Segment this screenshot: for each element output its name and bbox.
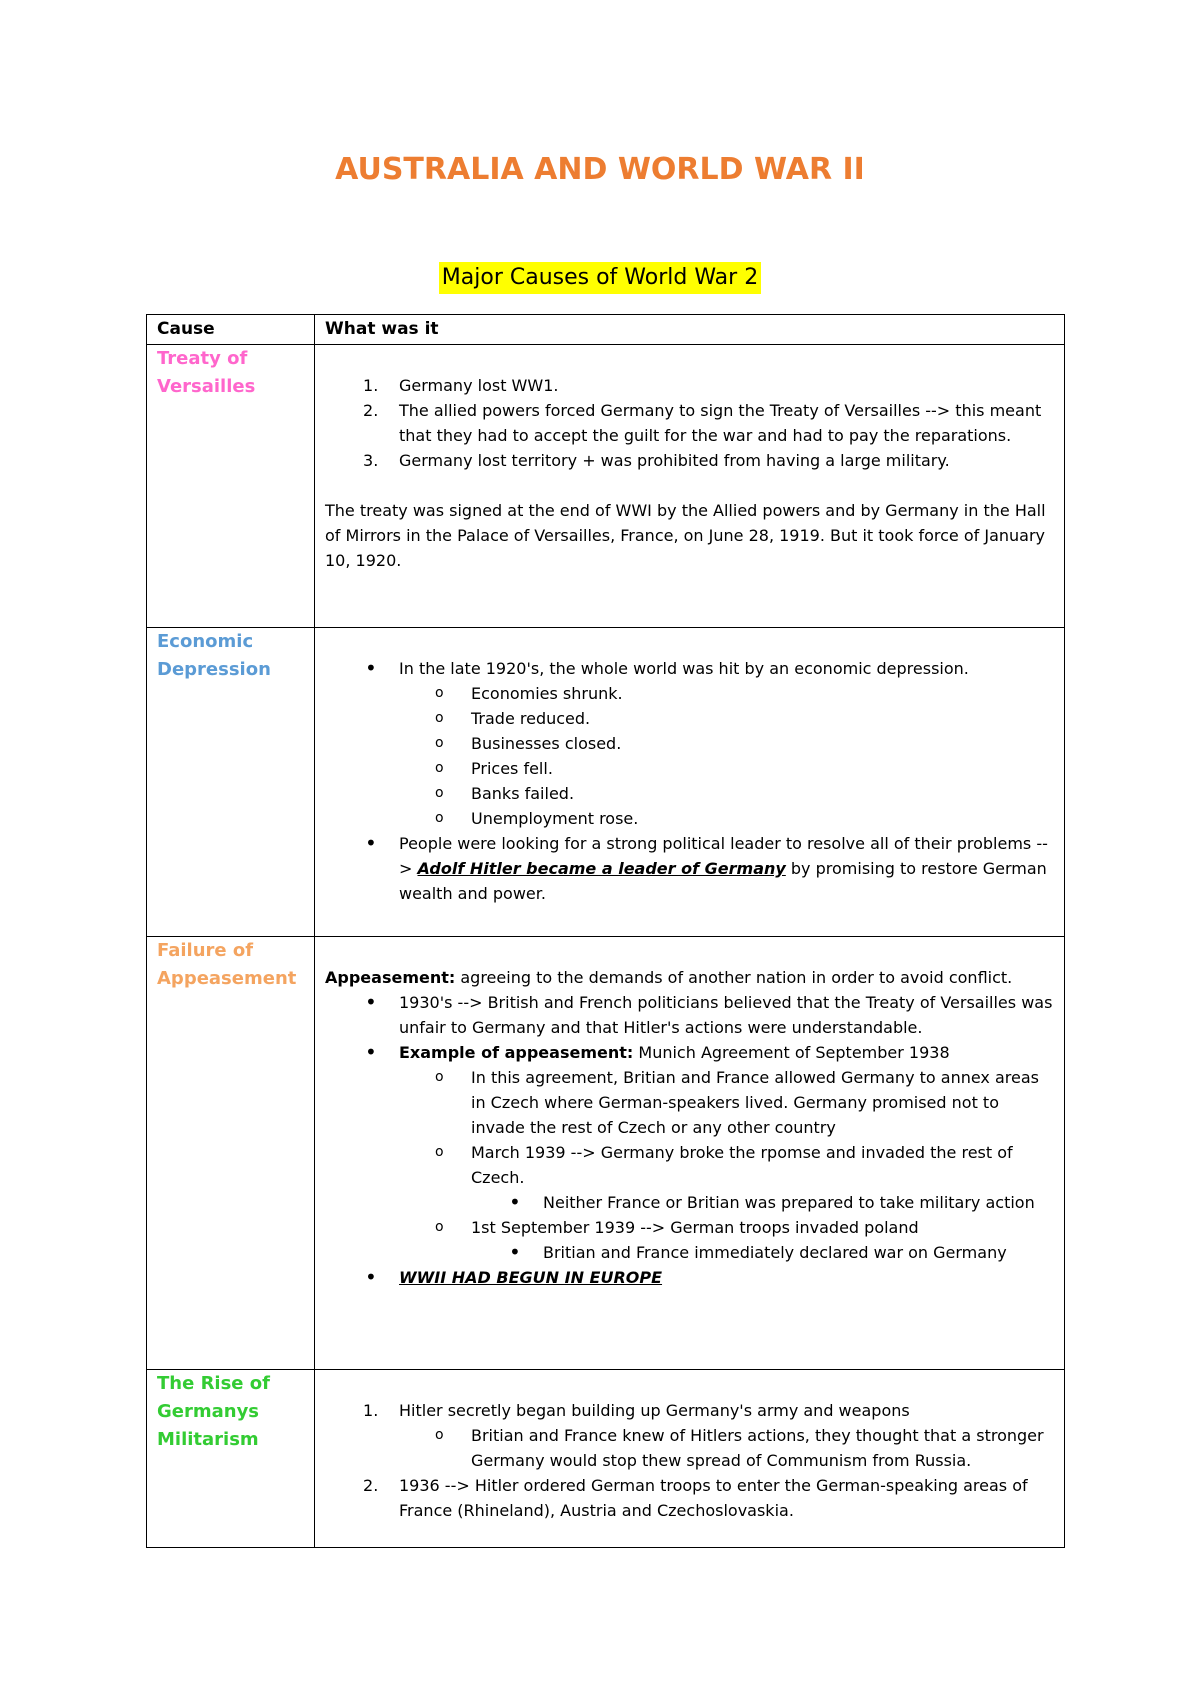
header-cause: Cause (147, 315, 315, 345)
appeasement-sublist (399, 1065, 1054, 1265)
economic-bullet2-post: by promising to restore German wealth and power. (399, 859, 1047, 903)
content-economic (315, 628, 1065, 937)
appeasement-def-text: agreeing to the demands of another nation in order to avoid conflict. (455, 968, 1013, 987)
appeasement-subsublist (471, 1240, 1054, 1265)
list-item (325, 1265, 1054, 1290)
list-item (325, 1040, 1054, 1265)
economic-bullet2-pre: People were looking for a strong political leader to resolve all of their problems --> (399, 834, 1048, 878)
table-row (147, 1370, 1065, 1548)
cause-appeasement: Failure of Appeasement (147, 937, 315, 1370)
header-row (147, 315, 1065, 345)
content-treaty (315, 345, 1065, 628)
appeasement-subsublist (471, 1190, 1054, 1215)
list-item: o In this agreement, Britian and France allowed Germany to annex areas in Czech where German-speakers lived. Germany promised not to invade the rest of Czech or any other country (325, 1065, 1054, 1140)
appeasement-sub3: 1st September 1939 --> German troops invaded poland (471, 1218, 919, 1237)
list-item: o Unemployment rose. (325, 806, 1054, 831)
treaty-list (325, 373, 1054, 473)
economic-bullet1: In the late 1920's, the whole world was hit by an economic depression. (399, 659, 969, 678)
list-item: The allied powers forced Germany to sign the Treaty of Versailles --> this meant that they had to accept the guilt for the war and had to pay the reparations. (399, 401, 1042, 445)
list-item: 1936 --> Hitler ordered German troops to enter the German-speaking areas of France (Rhineland), Austria and Czechoslovaskia. (399, 1476, 1028, 1520)
list-item: • Britian and France immediately declared war on Germany (325, 1240, 1054, 1265)
militarism-sublist (399, 1423, 1054, 1473)
appeasement-definition (325, 965, 1054, 990)
list-item (325, 656, 1054, 831)
content-appeasement (315, 937, 1065, 1370)
list-item: o Prices fell. (325, 756, 1054, 781)
content-militarism (315, 1370, 1065, 1548)
list-item: • 1930's --> British and French politicians believed that the Treaty of Versailles was unfair to Germany and that Hitler's actions were understandable. (325, 990, 1054, 1040)
list-item: Germany lost WW1. (399, 376, 559, 395)
list-item: Germany lost territory + was prohibited from having a large military. (399, 451, 950, 470)
list-item: o Banks failed. (325, 781, 1054, 806)
table-row (147, 628, 1065, 937)
cause-militarism: The Rise of Germanys Militarism (147, 1370, 315, 1548)
list-item: • Neither France or Britian was prepared to take military action (325, 1190, 1054, 1215)
militarism-list (325, 1398, 1054, 1523)
causes-table (146, 314, 1065, 1548)
header-what: What was it (315, 315, 1065, 345)
document-title: AUSTRALIA AND WORLD WAR II (335, 152, 865, 187)
treaty-paragraph: The treaty was signed at the end of WWI by the Allied powers and by Germany in the Hall of Mirrors in the Palace of Versailles, France, on June 28, 1919. But it took force of January 10, 1920. (325, 501, 1046, 570)
cause-economic: Economic Depression (147, 628, 315, 937)
table-row (147, 345, 1065, 628)
appeasement-example-text: Munich Agreement of September 1938 (633, 1043, 950, 1062)
militarism-item1: Hitler secretly began building up Germany's army and weapons (399, 1401, 910, 1420)
cause-treaty: Treaty of Versailles (147, 345, 315, 628)
list-item (325, 1398, 1054, 1473)
economic-list (325, 656, 1054, 906)
appeasement-example-label: Example of appeasement: (399, 1043, 634, 1062)
list-item: o Economies shrunk. (325, 681, 1054, 706)
economic-bullet2-emphasis: Adolf Hitler became a leader of Germany (417, 859, 786, 878)
document-subtitle: Major Causes of World War 2 (439, 262, 761, 294)
economic-sublist (399, 681, 1054, 831)
list-item (325, 1140, 1054, 1215)
table-row (147, 937, 1065, 1370)
list-item (325, 831, 1054, 906)
list-item: o Businesses closed. (325, 731, 1054, 756)
list-item (325, 1215, 1054, 1265)
appeasement-def-label: Appeasement: (325, 968, 456, 987)
list-item: o Trade reduced. (325, 706, 1054, 731)
list-item: o Britian and France knew of Hitlers actions, they thought that a stronger Germany would stop thew spread of Communism from Russia. (325, 1423, 1054, 1473)
subtitle-wrap (0, 262, 1200, 294)
appeasement-conclusion: WWII HAD BEGUN IN EUROPE (399, 1268, 663, 1287)
appeasement-list (325, 990, 1054, 1290)
appeasement-sub2: March 1939 --> Germany broke the rpomse and invaded the rest of Czech. (471, 1143, 1013, 1187)
